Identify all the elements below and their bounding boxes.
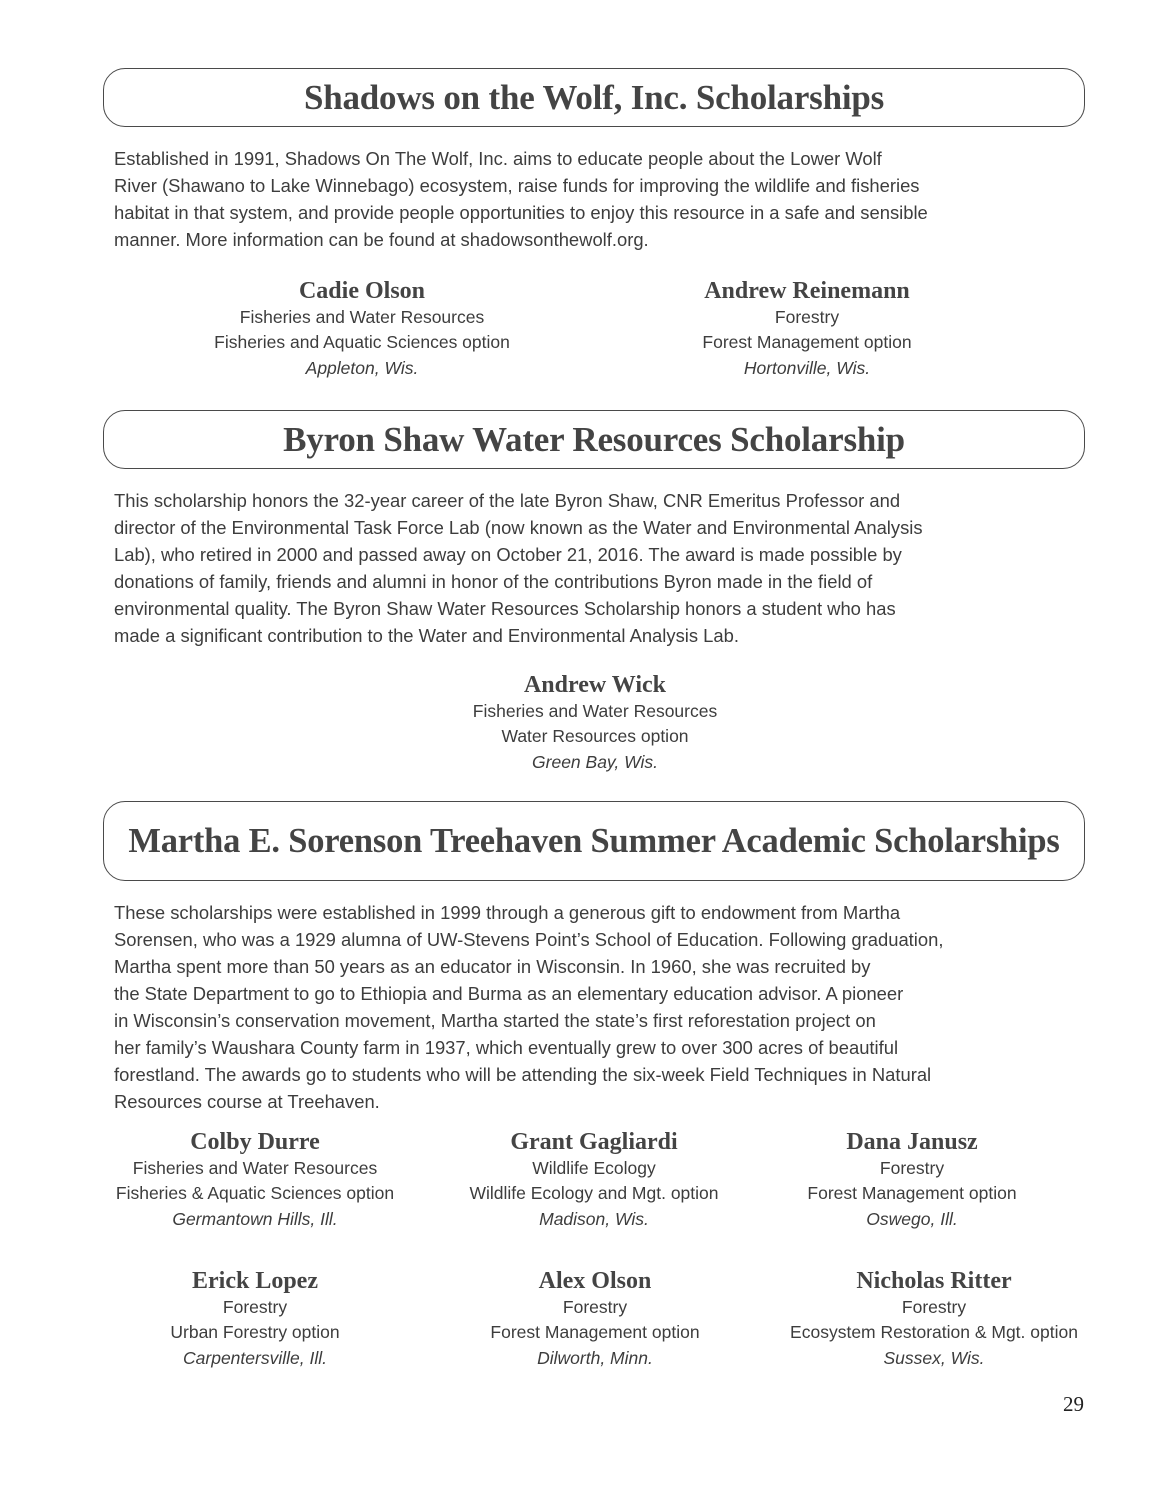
recipient-name: Alex Olson xyxy=(538,1268,652,1294)
section-title: Byron Shaw Water Resources Scholarship xyxy=(283,419,905,459)
recipient-option: Fisheries and Aquatic Sciences option xyxy=(214,332,510,352)
text-line: Martha spent more than 50 years as an educator in Wisconsin. In 1960, she was recruited by xyxy=(114,956,871,977)
recipient-hometown: Appleton, Wis. xyxy=(305,358,419,378)
recipient-option: Urban Forestry option xyxy=(170,1322,340,1342)
recipient-name: Nicholas Ritter xyxy=(856,1268,1012,1294)
recipient-option: Forest Management option xyxy=(807,1183,1017,1203)
text-line: made a significant contribution to the Water and Environmental Analysis Lab. xyxy=(114,625,739,646)
recipient-name: Dana Janusz xyxy=(846,1129,978,1155)
recipient-hometown: Dilworth, Minn. xyxy=(537,1348,653,1368)
recipient-name: Erick Lopez xyxy=(192,1268,318,1294)
section-description xyxy=(114,145,1094,253)
text-line: in Wisconsin’s conservation movement, Martha started the state’s first reforestation project on xyxy=(114,1010,876,1031)
section-description xyxy=(114,899,1094,1115)
recipient-option: Fisheries & Aquatic Sciences option xyxy=(115,1183,395,1203)
recipient-card xyxy=(116,1128,394,1233)
recipient-hometown: Carpentersville, Ill. xyxy=(183,1348,327,1368)
recipient-major: Forestry xyxy=(879,1158,945,1178)
section-title: Martha E. Sorenson Treehaven Summer Academic Scholarships xyxy=(128,821,1060,860)
section-title: Shadows on the Wolf, Inc. Scholarships xyxy=(303,77,885,117)
text-line: Sorensen, who was a 1929 alumna of UW-Stevens Point’s School of Education. Following graduation, xyxy=(114,929,944,950)
recipient-name: Colby Durre xyxy=(190,1129,320,1155)
recipient-major: Fisheries and Water Resources xyxy=(132,1158,378,1178)
text-line: manner. More information can be found at shadowsonthewolf.org. xyxy=(114,229,649,250)
text-line: This scholarship honors the 32-year career of the late Byron Shaw, CNR Emeritus Professor and xyxy=(114,490,901,511)
text-line: Lab), who retired in 2000 and passed away on October 21, 2016. The award is made possible by xyxy=(114,544,902,565)
recipient-name: Andrew Reinemann xyxy=(704,278,910,304)
recipient-hometown: Madison, Wis. xyxy=(539,1209,649,1229)
recipient-card xyxy=(469,1128,718,1233)
recipient-name: Andrew Wick xyxy=(523,672,667,698)
recipient-major: Fisheries and Water Resources xyxy=(472,701,718,721)
text-line: River (Shawano to Lake Winnebago) ecosystem, raise funds for improving the wildlife and fisheries xyxy=(114,175,920,196)
text-line: donations of family, friends and alumni in honor of the contributions Byron made in the field of xyxy=(114,571,873,592)
text-line: These scholarships were established in 1999 through a generous gift to endowment from Martha xyxy=(114,902,901,923)
recipient-major: Forestry xyxy=(222,1297,288,1317)
recipient-option: Water Resources option xyxy=(501,726,689,746)
text-line: environmental quality. The Byron Shaw Water Resources Scholarship honors a student who has xyxy=(114,598,896,619)
recipient-hometown: Green Bay, Wis. xyxy=(532,752,658,772)
section-heading-byron-shaw xyxy=(103,410,1085,469)
recipient-option: Ecosystem Restoration & Mgt. option xyxy=(790,1322,1078,1342)
text-line: Established in 1991, Shadows On The Wolf, Inc. aims to educate people about the Lower Wolf xyxy=(114,148,882,169)
text-line: her family’s Waushara County farm in 1937, which eventually grew to over 300 acres of beautiful xyxy=(114,1037,899,1058)
recipient-card xyxy=(170,1267,339,1372)
recipient-hometown: Hortonville, Wis. xyxy=(743,358,871,378)
recipient-major: Forestry xyxy=(562,1297,628,1317)
recipient-major: Forestry xyxy=(774,307,840,327)
recipient-major: Fisheries and Water Resources xyxy=(239,307,485,327)
text-line: forestland. The awards go to students who will be attending the six-week Field Techniques in Natural xyxy=(114,1064,932,1085)
recipient-hometown: Germantown Hills, Ill. xyxy=(172,1209,338,1229)
recipient-hometown: Sussex, Wis. xyxy=(883,1348,985,1368)
recipient-name: Cadie Olson xyxy=(298,278,426,304)
recipient-option: Forest Management option xyxy=(490,1322,700,1342)
recipient-card xyxy=(490,1267,699,1372)
recipient-card xyxy=(790,1267,1078,1372)
section-heading-martha-sorenson xyxy=(103,801,1085,881)
text-line: the State Department to go to Ethiopia and Burma as an elementary education advisor. A pioneer xyxy=(114,983,904,1004)
recipient-major: Forestry xyxy=(901,1297,967,1317)
page-number: 29 xyxy=(1063,1392,1084,1416)
recipient-hometown: Oswego, Ill. xyxy=(866,1209,958,1229)
recipient-option: Wildlife Ecology and Mgt. option xyxy=(469,1183,719,1203)
recipient-card xyxy=(807,1128,1016,1233)
text-line: director of the Environmental Task Force Lab (now known as the Water and Environmental Analysis xyxy=(114,517,923,538)
section-description xyxy=(114,487,1094,649)
recipient-name: Grant Gagliardi xyxy=(510,1129,678,1155)
recipient-card xyxy=(473,671,717,776)
recipient-major: Wildlife Ecology xyxy=(532,1158,656,1178)
text-line: Resources course at Treehaven. xyxy=(114,1091,380,1112)
recipient-option: Forest Management option xyxy=(702,332,912,352)
text-line: habitat in that system, and provide people opportunities to enjoy this resource in a safe and sensible xyxy=(114,202,928,223)
section-heading-shadows-on-the-wolf xyxy=(103,68,1085,127)
recipient-card xyxy=(702,277,911,382)
recipient-card xyxy=(214,277,510,382)
